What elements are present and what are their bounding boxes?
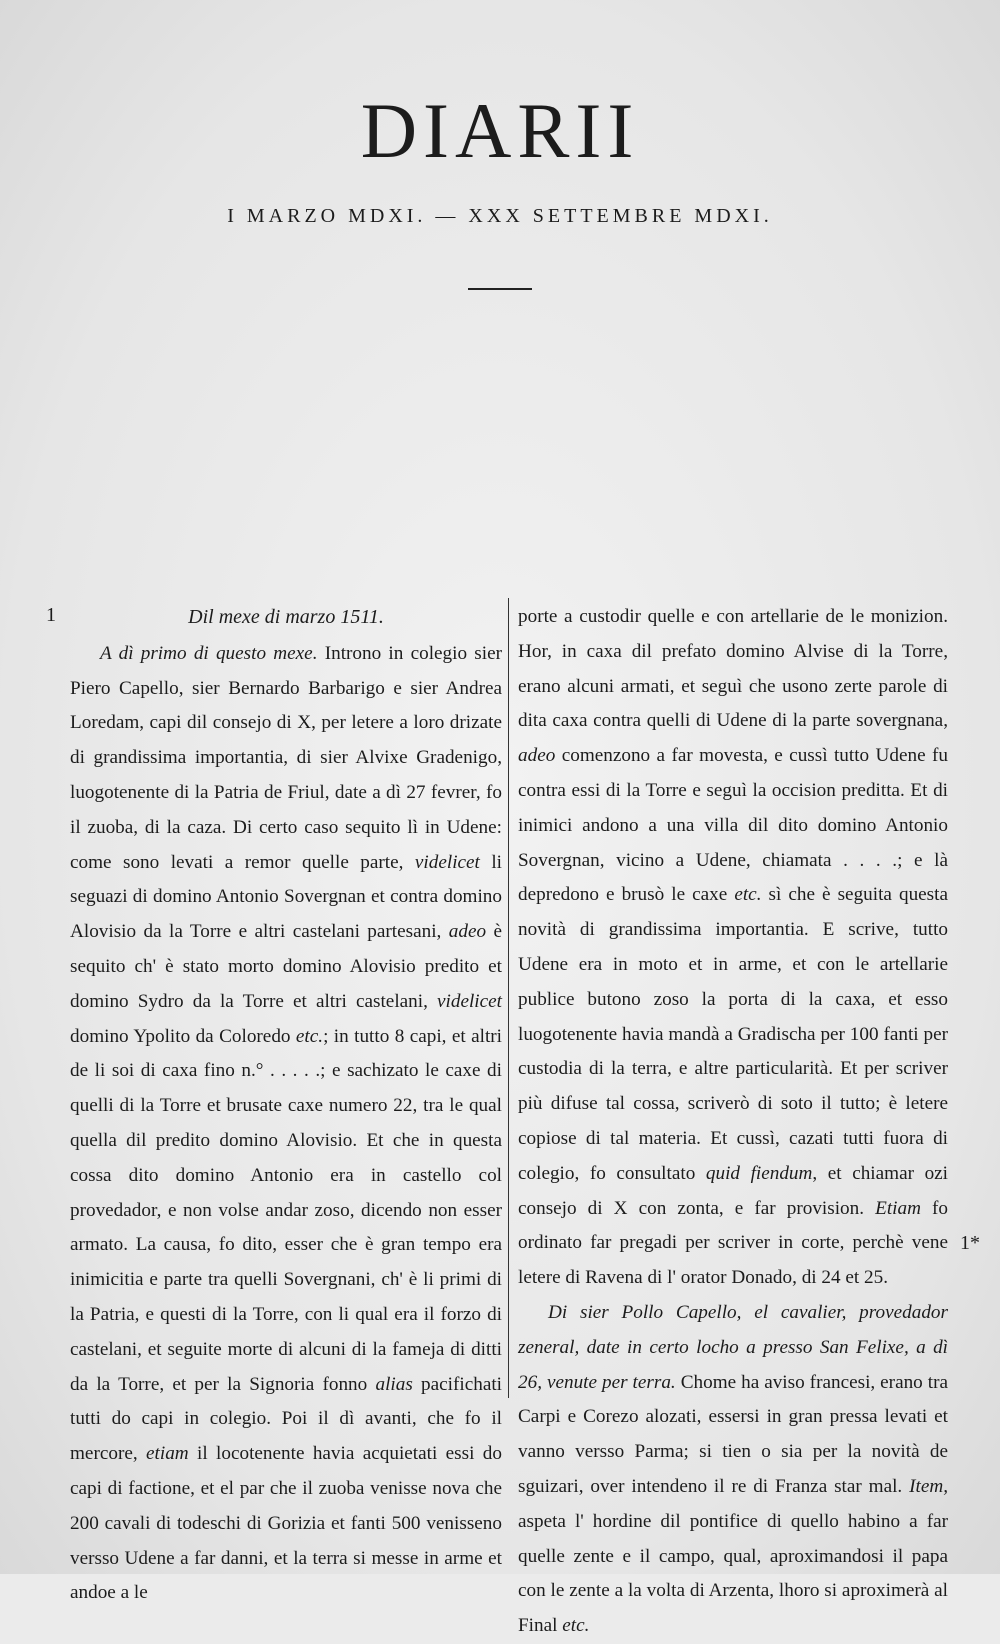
left-paragraph-1 (70, 637, 502, 1611)
italic-run: videlicet (437, 990, 502, 1012)
text-run: Chome ha aviso francesi, erano tra Carpi e Corezo alozati, essersi in gran pressa levati et vanno versso Parma; si tien o sia per la novità de sguizari, over intendeno il re di Franza star mal. (518, 1371, 948, 1497)
italic-run: adeo (448, 921, 487, 943)
right-paragraph-2 (518, 1296, 948, 1644)
left-column (70, 600, 502, 1611)
text-run: pacifichati tutti do capi in colegio. Poi il dì avanti, che fo il mercore, (70, 1373, 503, 1465)
text-run: fo ordinato far pregadi per scriver in corte, perchè vene letere di Ravena di l' orator Donado, di 24 et 25. (518, 1197, 949, 1289)
right-paragraph-1 (518, 600, 948, 1296)
text-run: comenzono a far movesta, e cussì tutto Udene fu contra essi di la Torre e seguì la occision preditta. Et di inimici andono a una villa dil dito domino Antonio Sovergnan, vicino a Udene, chiamata . . . .; e là depredono e brusò le caxe (518, 745, 948, 906)
italic-run: videlicet (414, 851, 480, 873)
text-run: , et chiamar ozi consejo di X con zonta, e far provision. (518, 1162, 949, 1219)
date-range-subtitle: I MARZO MDXI. — XXX SETTEMBRE MDXI. (227, 205, 773, 227)
text-run: è sequito ch' è stato morto domino Alovisio predito et domino Sydro da la Torre et altri castelani, (70, 921, 502, 1012)
text-run: sì che è seguita questa novità di grandissima importantia. E scrive, tutto Udene era in moto et in arme, et con le artellarie publice butono zoso la porta di la caxa, et esso luogotenente havia mandà a Gradischa per 100 fanti per custodia di la terra, e altre particularità. Et per scriver più difuse tal cossa, scriverò di soto il tutto; è letere copiose di tal materia. Et cussì, cazati tutti fuora di colegio, fo consultato (518, 884, 948, 1184)
page-title: DIARII (360, 87, 640, 174)
text-run: Introno in colegio sier Piero Capello, sier Bernardo Barbarigo e sier Andrea Loredam, capi dil consejo di X, per letere a loro drizate di grandissima importantia, di sier Alvixe Gradenigo, luogotenente di la Patria de Friul, date a dì 27 fevrer, fo il zuoba, di la caza. Di certo caso sequito lì in Udene: come sono levati a remor quelle parte, (70, 642, 502, 873)
column-divider (508, 598, 509, 1398)
text-run: il locotenente havia acquietati essi do capi di factione, et el par che il zuoba venisse nova che 200 cavali di todeschi di Gorizia et fanti 500 venisseno versso Udene a far danni, et la terra si messe in arme et andoe a le (70, 1443, 502, 1604)
margin-note-left: 1 (46, 604, 56, 626)
italic-run: Etiam (875, 1197, 921, 1219)
text-run: domino Ypolito da Coloredo (70, 1025, 296, 1047)
right-column (518, 600, 948, 1644)
italic-run: etiam (146, 1443, 189, 1465)
italic-run: alias (375, 1373, 413, 1395)
italic-run: adeo (518, 745, 556, 767)
italic-run: Di sier Pollo Capello, el cavalier, provedador zeneral, date in certo locho a presso San Felixe, a dì 26, venute per terra. (518, 1301, 948, 1393)
section-heading: Dil mexe di marzo 1511. (188, 606, 384, 628)
title-rule (468, 288, 532, 290)
margin-note-right: 1* (960, 1232, 980, 1254)
text-run: li seguazi di domino Antonio Sovergnan et contra domino Alovisio da la Torre e altri castelani partesani, (70, 851, 502, 943)
italic-run: etc. (295, 1025, 324, 1047)
italic-run: A dì primo di questo mexe. (100, 642, 318, 664)
text-run: aspeta l' hordine dil pontifice di quello habino a far quelle zente e il campo, qual, aproximandosi il papa con le zente a la volta di Arzenta, lhoro si aproximerà al Final (518, 1510, 948, 1637)
italic-run: Item, (909, 1475, 948, 1497)
italic-run: quid fiendum (705, 1162, 813, 1184)
italic-run: etc. (562, 1615, 590, 1637)
italic-run: etc. (734, 884, 762, 906)
text-run: porte a custodir quelle e con artellarie de le monizion. Hor, in caxa dil prefato domino Alvise di la Torre, erano alcuni armati, et seguì che usono zerte parole di dita caxa contra quelli di Udene di la parte sovergnana, (518, 606, 948, 732)
text-run: ; in tutto 8 capi, et altri de li soi di caxa fino n.° . . . . .; e sachizato le caxe di quelli di la Torre et brusate caxe numero 22, tra le qual quella dil predito domino Alovisio. Et che in questa cossa dito domino Antonio era in castello col provedador, e non volse andar zoso, dicendo non esser armato. La causa, fo dito, esser che è gran tempo era inimicitia e parte tra quelli Sovergnani, ch' è li primi di la Patria, e questi di la Torre, con li qual era il forzo di castelani, et seguite morte di alcuni di la fameja di ditti da la Torre, et per la Signoria fonno (70, 1025, 502, 1395)
